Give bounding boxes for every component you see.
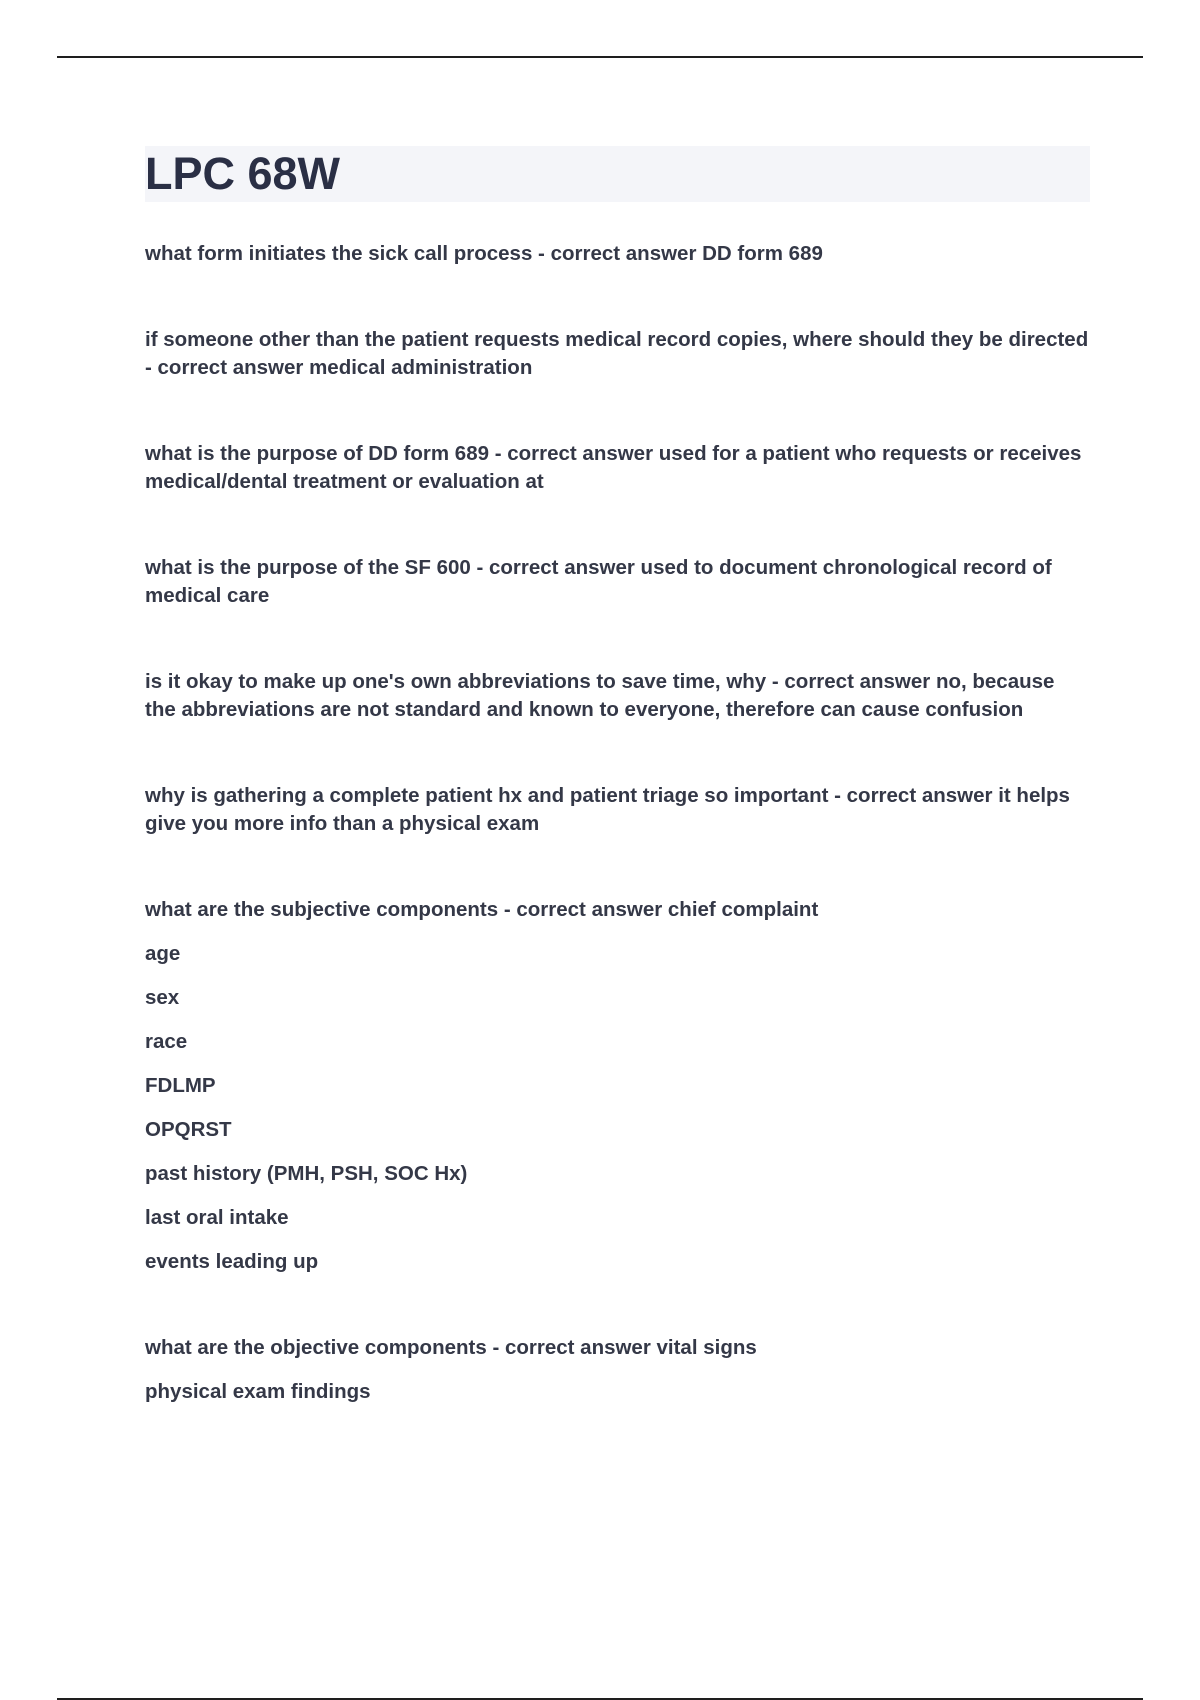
qa-text: what is the purpose of the SF 600 - correct answer used to document chronological record of medical care [145, 556, 1052, 607]
qa-entry-5 [145, 668, 1090, 724]
list-item: physical exam findings [145, 1380, 371, 1403]
qa-entry-1 [145, 240, 1090, 268]
qa-entry-8 [145, 1334, 1090, 1406]
document-title: LPC 68W [145, 148, 341, 199]
title-banner [145, 146, 1090, 202]
list-item: FDLMP [145, 1074, 216, 1097]
list-item: events leading up [145, 1250, 319, 1273]
top-rule [57, 56, 1143, 58]
qa-text: why is gathering a complete patient hx and patient triage so important - correct answer it helps give you more info than a physical exam [145, 784, 1070, 835]
qa-entry-3 [145, 440, 1090, 496]
qa-entry-7 [145, 896, 1090, 1276]
list-item: race [145, 1030, 188, 1053]
list-item: sex [145, 986, 180, 1009]
qa-text: what is the purpose of DD form 689 - correct answer used for a patient who requests or receives medical/dental treatment or evaluation at [145, 442, 1082, 493]
qa-text: what form initiates the sick call process - correct answer DD form 689 [145, 242, 823, 265]
qa-entry-6 [145, 782, 1090, 838]
qa-text: what are the objective components - correct answer vital signs [145, 1336, 757, 1359]
list-item: last oral intake [145, 1206, 289, 1229]
qa-entry-4 [145, 554, 1090, 610]
list-item: age [145, 942, 181, 965]
qa-text: is it okay to make up one's own abbreviations to save time, why - correct answer no, because the abbreviations are not standard and known to everyone, therefore can cause confusion [145, 670, 1055, 721]
qa-text: what are the subjective components - correct answer chief complaint [145, 898, 819, 921]
list-item: OPQRST [145, 1118, 232, 1141]
qa-text: if someone other than the patient requests medical record copies, where should they be directed - correct answer medical administration [145, 328, 1089, 379]
list-item: past history (PMH, PSH, SOC Hx) [145, 1162, 468, 1185]
qa-entry-2 [145, 326, 1090, 382]
document-body [145, 146, 1090, 1464]
